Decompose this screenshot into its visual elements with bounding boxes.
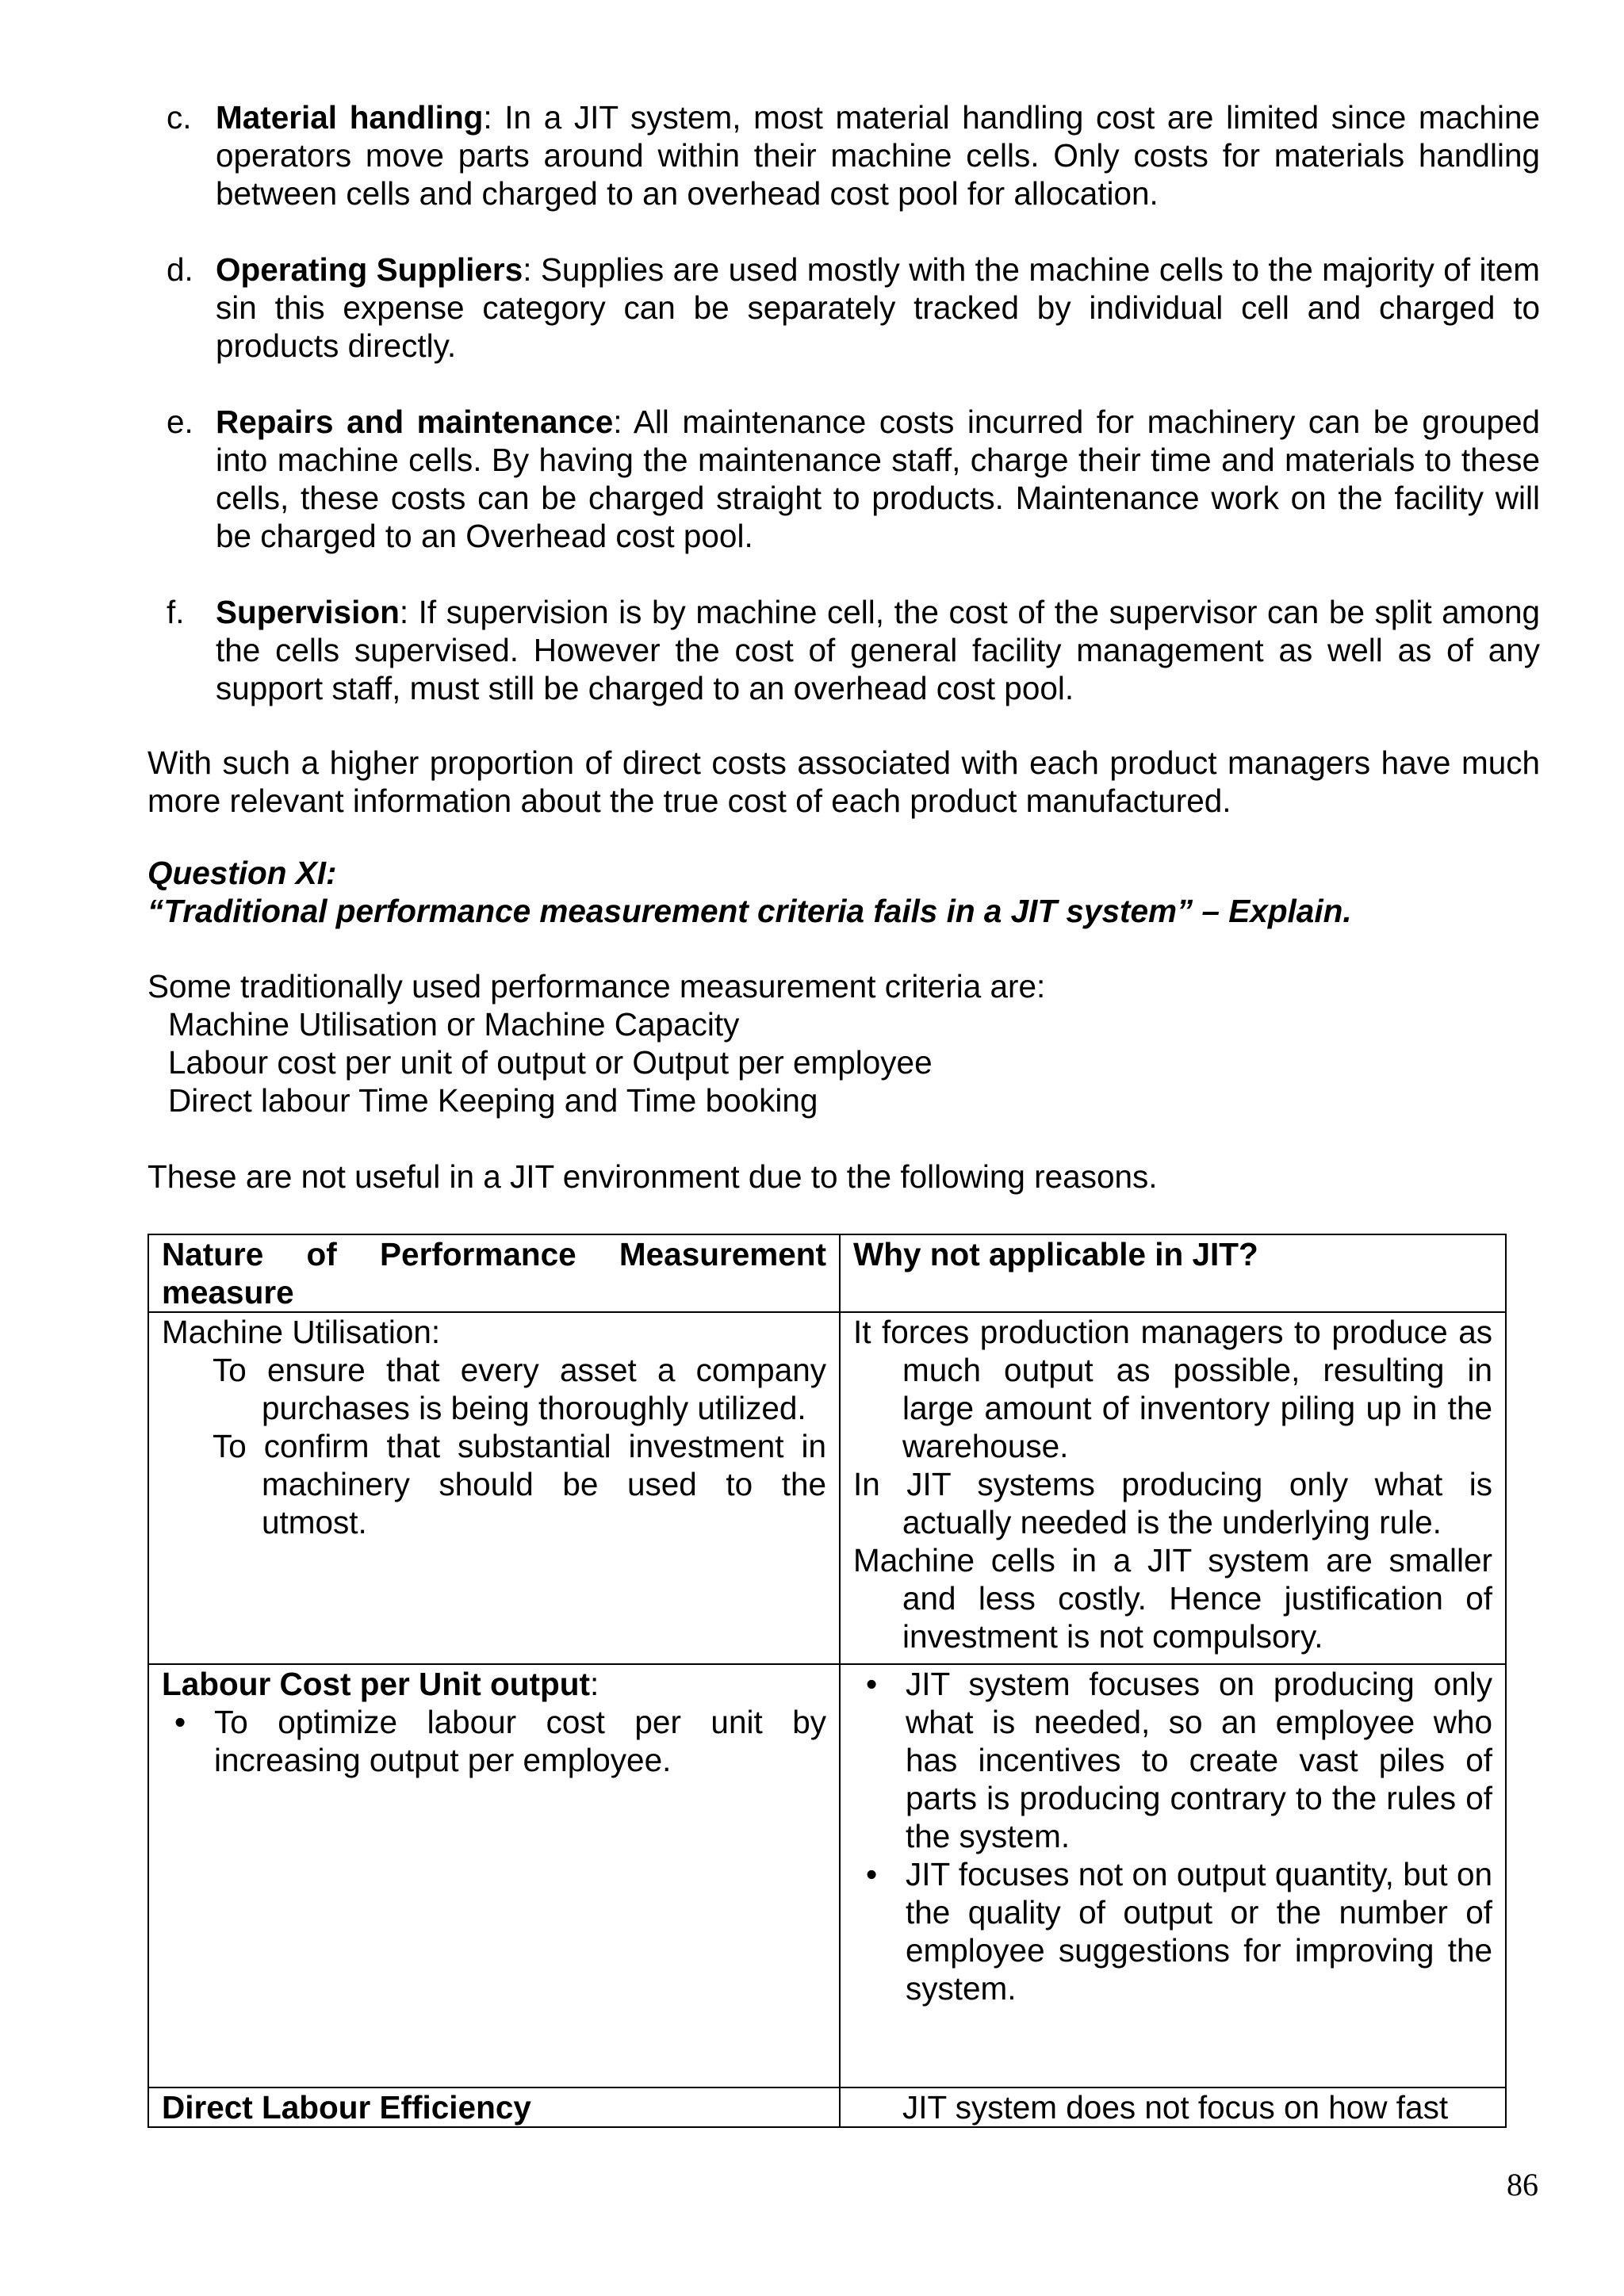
list-item-term: Supervision <box>216 594 400 630</box>
table-cell-measure: Direct Labour Efficiency <box>148 2087 840 2127</box>
table-cell-measure <box>148 1312 840 1664</box>
list-item-text <box>216 98 1540 212</box>
reason-point: • JIT system focuses on producing only what is needed, so an employee who has incentives to create vast piles of parts is producing contrary to the rules of the system. <box>853 1665 1492 1855</box>
table-cell-reason: JIT system does not focus on how fast <box>840 2087 1506 2127</box>
reasons-line: These are not useful in a JIT environment due to the following reasons. <box>147 1158 1158 1195</box>
measure-point: • To optimize labour cost per unit by increasing output per employee. <box>162 1703 826 1779</box>
list-marker: d. <box>167 251 193 288</box>
list-item-text <box>216 593 1540 707</box>
criteria-item: Direct labour Time Keeping and Time booking <box>168 1082 818 1119</box>
table-header-cell: Nature of Performance Measurement measure <box>148 1234 840 1312</box>
question-block <box>147 854 1540 930</box>
table-row <box>148 2087 1506 2127</box>
table-row <box>148 1312 1506 1664</box>
measure-title-suffix: : <box>589 1666 599 1702</box>
measure-point: To confirm that substantial investment in machinery should be used to the utmost. <box>213 1428 826 1540</box>
list-item-term: Repairs and maintenance <box>216 404 614 440</box>
page-number: 86 <box>1507 2167 1538 2202</box>
reason-point-list <box>853 1665 1492 2007</box>
table-cell-measure <box>148 1664 840 2087</box>
criteria-intro: Some traditionally used performance measurement criteria are: <box>147 968 1046 1004</box>
measure-title <box>162 1665 826 1703</box>
table-header-row <box>148 1234 1506 1312</box>
reason-point: • JIT focuses not on output quantity, but on the quality of output or the number of employee suggestions for improving the system. <box>853 1855 1492 2007</box>
table-cell-reason <box>840 1312 1506 1664</box>
measure-title-text: Labour Cost per Unit output <box>162 1666 590 1702</box>
list-item-body: : If supervision is by machine cell, the cost of the supervisor can be split among the cells supervised. However the cost of general facility management as well as of any support staff, must still be charged to an overhead cost pool. <box>216 594 1540 706</box>
reason-point: Machine cells in a JIT system are smaller and less costly. Hence justification of investment is not compulsory. <box>853 1542 1492 1655</box>
list-item-body: : Supplies are used mostly with the machine cells to the majority of item sin this expense category can be separately tracked by individual cell and charged to products directly. <box>216 251 1540 364</box>
criteria-item: Labour cost per unit of output or Output per employee <box>168 1044 933 1081</box>
table-cell-reason <box>840 1664 1506 2087</box>
list-marker: e. <box>167 404 193 440</box>
table-row <box>148 1664 1506 2087</box>
reason-point: It forces production managers to produce as much output as possible, resulting in large amount of inventory piling up in the warehouse. <box>853 1314 1492 1464</box>
question-title: “Traditional performance measurement criteria fails in a JIT system” – Explain. <box>147 893 1352 929</box>
criteria-list <box>147 967 1540 1119</box>
table-header-cell: Why not applicable in JIT? <box>840 1234 1506 1312</box>
measure-title: Machine Utilisation: <box>162 1314 441 1350</box>
list-marker: f. <box>167 594 185 630</box>
performance-measure-table <box>147 1234 1507 2128</box>
question-label: Question XI: <box>147 855 337 891</box>
list-item-text <box>216 403 1540 555</box>
intro-paragraph: With such a higher proportion of direct costs associated with each product managers have much more relevant information about the true cost of each product manufactured. <box>147 744 1540 819</box>
list-item-term: Material handling <box>216 99 484 136</box>
criteria-item: Machine Utilisation or Machine Capacity <box>168 1006 740 1043</box>
list-item-term: Operating Suppliers <box>216 251 523 288</box>
list-item-body: : In a JIT system, most material handling cost are limited since machine operators move parts around within their machine cells. Only costs for materials handling between cells and charged to an overhead cost pool for allocation. <box>216 99 1540 212</box>
reason-point: In JIT systems producing only what is actually needed is the underlying rule. <box>853 1466 1492 1540</box>
measure-point-list <box>162 1703 826 1779</box>
list-marker: c. <box>167 99 192 136</box>
measure-point: To ensure that every asset a company purchases is being thoroughly utilized. <box>213 1352 826 1426</box>
list-item-text <box>216 251 1540 365</box>
list-item-body: : All maintenance costs incurred for machinery can be grouped into machine cells. By having the maintenance staff, charge their time and materials to these cells, these costs can be charged straight to products. Maintenance work on the facility will be charged to an Overhead cost pool. <box>216 404 1541 554</box>
